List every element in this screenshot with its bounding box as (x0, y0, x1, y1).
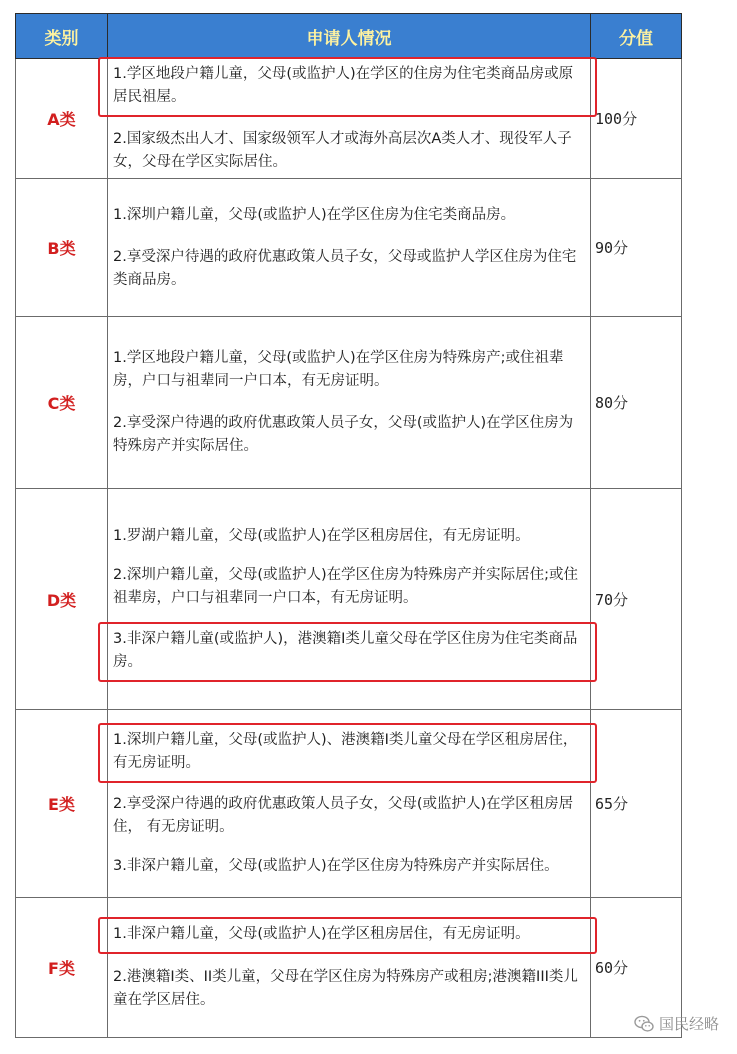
table-row (16, 179, 682, 317)
table-row (16, 489, 682, 710)
header-score: 分值 (591, 14, 682, 59)
situation-item: 2.享受深户待遇的政府优惠政策人员子女，父母(或监护人)在学区住房为特殊房产并实际居住。 (113, 415, 574, 454)
score-cell: 70分 (591, 489, 682, 710)
category-cell: C类 (16, 317, 108, 489)
table-row (16, 710, 682, 898)
situation-cell (108, 59, 591, 179)
situation-item: 1.学区地段户籍儿童，父母(或监护人)在学区住房为特殊房产;或住祖辈房，户口与祖辈同一户口本，有无房证明。 (113, 350, 564, 389)
category-cell: E类 (16, 710, 108, 898)
situation-item: 1.罗湖户籍儿童，父母(或监护人)在学区租房居住，有无房证明。 (113, 527, 530, 544)
category-cell: F类 (16, 898, 108, 1038)
watermark-label: 国民经略 (658, 1015, 719, 1033)
situation-item: 2.国家级杰出人才、国家级领军人才或海外高层次A类人才、现役军人子女，父母在学区实际居住。 (113, 131, 572, 170)
situation-cell (108, 898, 591, 1038)
situation-cell (108, 710, 591, 898)
highlighted-situation-item: 1.学区地段户籍儿童，父母(或监护人)在学区的住房为住宅类商品房或原居民祖屋。 (108, 61, 590, 111)
table-row (16, 59, 682, 179)
header-category: 类别 (16, 14, 108, 59)
header-situation: 申请人情况 (108, 14, 591, 59)
situation-cell (108, 179, 591, 317)
watermark (634, 1013, 719, 1034)
category-cell: D类 (16, 489, 108, 710)
situation-item: 1.深圳户籍儿童，父母(或监护人)在学区住房为住宅类商品房。 (113, 206, 516, 223)
situation-item: 2.享受深户待遇的政府优惠政策人员子女，父母或监护人学区住房为住宅类商品房。 (113, 248, 577, 288)
category-cell: B类 (16, 179, 108, 317)
table-row (16, 317, 682, 489)
highlighted-situation-item: 1.深圳户籍儿童，父母(或监护人)、港澳籍I类儿童父母在学区租房居住，有无房证明。 (108, 727, 590, 777)
situation-cell (108, 317, 591, 489)
situation-item: 3.非深户籍儿童，父母(或监护人)在学区住房为特殊房产并实际居住。 (113, 858, 559, 874)
table-row (16, 898, 682, 1038)
enrollment-category-table (15, 13, 682, 1038)
score-cell: 65分 (591, 710, 682, 898)
situation-item: 2.深圳户籍儿童，父母(或监护人)在学区住房为特殊房产并实际居住;或住祖辈房，户口与祖辈同一户口本，有无房证明。 (113, 566, 579, 606)
score-cell: 90分 (591, 179, 682, 317)
wechat-icon (634, 1015, 654, 1033)
situation-item: 2.港澳籍I类、II类儿童，父母在学区住房为特殊房产或租房;港澳籍III类儿童在学区居住。 (113, 969, 578, 1008)
highlighted-situation-item: 3.非深户籍儿童(或监护人)，港澳籍I类儿童父母在学区住房为住宅类商品房。 (108, 626, 590, 676)
situation-cell (108, 489, 591, 710)
score-cell: 60分 (591, 898, 682, 1038)
score-cell: 100分 (591, 59, 682, 179)
score-cell: 80分 (591, 317, 682, 489)
highlighted-situation-item: 1.非深户籍儿童，父母(或监护人)在学区租房居住，有无房证明。 (108, 921, 590, 948)
table-header-row (16, 14, 682, 59)
category-cell: A类 (16, 59, 108, 179)
situation-item: 2.享受深户待遇的政府优惠政策人员子女，父母(或监护人)在学区租房居住， 有无房证明。 (113, 796, 574, 835)
